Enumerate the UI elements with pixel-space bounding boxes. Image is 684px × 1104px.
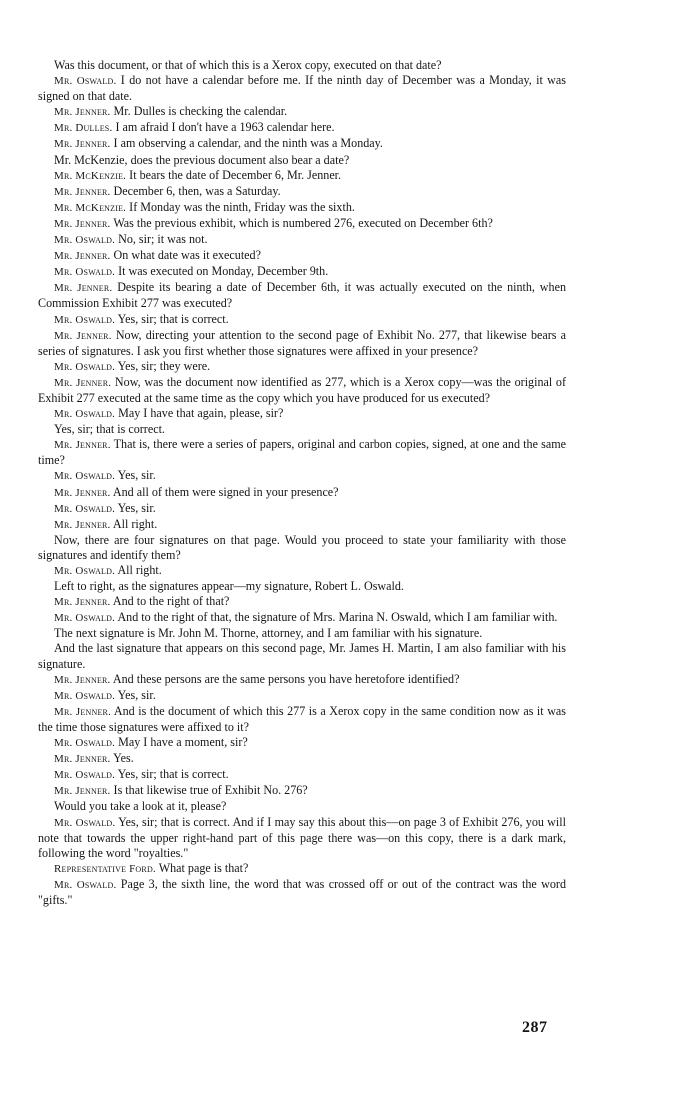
speaker-name: Mr. Jenner. bbox=[54, 486, 111, 499]
paragraph-text: Left to right, as the signatures appear—my signature, Robert L. Oswald. bbox=[54, 579, 404, 594]
transcript-paragraph bbox=[38, 73, 566, 104]
paragraph-text: Yes, sir; they were. bbox=[117, 358, 211, 373]
transcript-paragraph bbox=[38, 688, 566, 704]
transcript-paragraph bbox=[38, 136, 566, 152]
transcript-paragraph bbox=[38, 264, 566, 280]
transcript-paragraph bbox=[38, 563, 566, 579]
paragraph-text: Yes, sir; that is correct. bbox=[117, 767, 229, 782]
paragraph-text: Yes, sir. bbox=[117, 468, 156, 483]
speaker-name: Mr. Oswald. bbox=[54, 769, 116, 782]
transcript-paragraph bbox=[38, 406, 566, 422]
transcript-paragraph bbox=[38, 437, 566, 468]
speaker-name: Mr. Oswald. bbox=[54, 360, 116, 373]
transcript-paragraph bbox=[38, 610, 566, 626]
paragraph-text: Yes, sir; that is correct. And if I may say this about this—on page 3 of Exhibit 276, you will note that towards the upper right-hand part of this page there was—on this copy, there is a dark mark, following the word "royalties." bbox=[38, 814, 566, 860]
paragraph-text: And the last signature that appears on this second page, Mr. James H. Martin, I am also familiar with his signature. bbox=[38, 641, 566, 671]
paragraph-text: And is the document of which this 277 is a Xerox copy in the same condition now as it was the time those signatures were affixed to it? bbox=[38, 703, 567, 734]
transcript-paragraph bbox=[38, 312, 566, 328]
paragraph-text: Yes, sir; that is correct. bbox=[54, 422, 165, 437]
transcript-paragraph bbox=[38, 579, 566, 594]
speaker-name: Mr. Oswald. bbox=[54, 470, 116, 483]
paragraph-text: Mr. Dulles is checking the calendar. bbox=[113, 104, 288, 119]
paragraph-text: No, sir; it was not. bbox=[118, 232, 208, 247]
speaker-name: Mr. Oswald. bbox=[54, 816, 116, 829]
transcript-paragraph bbox=[38, 861, 566, 877]
paragraph-text: On what date was it executed? bbox=[113, 248, 261, 263]
transcript-paragraph bbox=[38, 704, 566, 735]
speaker-name: Mr. Jenner. bbox=[54, 217, 111, 230]
transcript-paragraph bbox=[38, 232, 566, 248]
transcript-paragraph bbox=[38, 153, 566, 168]
transcript-paragraph bbox=[38, 375, 566, 406]
speaker-name: Mr. Oswald. bbox=[54, 689, 116, 702]
paragraph-text: All right. bbox=[112, 516, 158, 531]
transcript-paragraph bbox=[38, 168, 566, 184]
transcript-paragraph bbox=[38, 468, 566, 484]
speaker-name: Mr. Jenner. bbox=[54, 106, 111, 119]
paragraph-text: And these persons are the same persons you have heretofore identified? bbox=[112, 671, 460, 686]
transcript-paragraph bbox=[38, 58, 566, 73]
paragraph-text: And all of them were signed in your presence? bbox=[112, 484, 339, 499]
paragraph-text: December 6, then, was a Saturday. bbox=[113, 183, 281, 198]
speaker-name: Mr. Jenner. bbox=[54, 250, 111, 263]
paragraph-text: It was executed on Monday, December 9th. bbox=[118, 264, 329, 279]
paragraph-text: The next signature is Mr. John M. Thorne, attorney, and I am familiar with his signature. bbox=[54, 626, 483, 641]
paragraph-text: Despite its bearing a date of December 6th, it was actually executed on the ninth, when Commission Exhibit 277 was executed? bbox=[38, 280, 566, 311]
speaker-name: Mr. Oswald. bbox=[54, 878, 117, 891]
paragraph-text: And to the right of that, the signature of Mrs. Marina N. Oswald, which I am familiar with. bbox=[117, 610, 558, 625]
transcript-paragraph bbox=[38, 485, 566, 501]
transcript-paragraph bbox=[38, 641, 566, 671]
speaker-name: Mr. Oswald. bbox=[54, 75, 117, 88]
transcript-paragraph bbox=[38, 672, 566, 688]
paragraph-text: Page 3, the sixth line, the word that was crossed off or out of the contract was the word "gifts." bbox=[38, 876, 566, 907]
paragraph-text: Would you take a look at it, please? bbox=[54, 799, 227, 814]
transcript-paragraph bbox=[38, 216, 566, 232]
transcript-body bbox=[38, 58, 566, 908]
speaker-name: Mr. Jenner. bbox=[54, 376, 112, 389]
speaker-name: Mr. Jenner. bbox=[54, 518, 111, 531]
speaker-name: Mr. Oswald. bbox=[54, 612, 116, 625]
speaker-name: Mr. Oswald. bbox=[54, 313, 116, 326]
paragraph-text: That is, there were a series of papers, original and carbon copies, signed, at one and the same time? bbox=[38, 437, 566, 468]
transcript-paragraph bbox=[38, 280, 566, 311]
paragraph-text: Now, directing your attention to the second page of Exhibit No. 277, that likewise bears a series of signatures. I ask you first whether those signatures were affixed in your presence? bbox=[38, 327, 567, 358]
transcript-paragraph bbox=[38, 799, 566, 814]
transcript-paragraph bbox=[38, 815, 566, 861]
speaker-name: Mr. Oswald. bbox=[54, 408, 116, 421]
paragraph-text: All right. bbox=[117, 563, 162, 577]
paragraph-text: Yes, sir; that is correct. bbox=[117, 311, 229, 326]
transcript-paragraph bbox=[38, 517, 566, 533]
paragraph-text: I do not have a calendar before me. If the ninth day of December was a Monday, it was signed on that date. bbox=[38, 73, 566, 104]
transcript-paragraph bbox=[38, 200, 566, 216]
paragraph-text: Now, there are four signatures on that page. Would you proceed to state your familiarity with those signatures and identify them? bbox=[38, 532, 566, 562]
speaker-name: Mr. Jenner. bbox=[54, 785, 111, 798]
paragraph-text: It bears the date of December 6, Mr. Jenner. bbox=[129, 167, 342, 182]
paragraph-text: May I have a moment, sir? bbox=[118, 735, 248, 750]
paragraph-text: Was this document, or that of which this is a Xerox copy, executed on that date? bbox=[54, 58, 442, 72]
paragraph-text: Now, was the document now identified as 277, which is a Xerox copy—was the original of Exhibit 277 executed at the same time as the copy which you have produced for us executed? bbox=[38, 374, 567, 405]
paragraph-text: What page is that? bbox=[158, 860, 249, 875]
transcript-paragraph bbox=[38, 751, 566, 767]
speaker-name: Mr. Jenner. bbox=[54, 138, 111, 151]
speaker-name: Mr. Oswald. bbox=[54, 234, 116, 247]
paragraph-text: May I have that again, please, sir? bbox=[118, 406, 284, 421]
transcript-paragraph bbox=[38, 626, 566, 641]
speaker-name: Mr. Jenner. bbox=[54, 439, 111, 452]
paragraph-text: Was the previous exhibit, which is numbered 276, executed on December 6th? bbox=[113, 215, 493, 230]
transcript-paragraph bbox=[38, 594, 566, 610]
transcript-paragraph bbox=[38, 735, 566, 751]
paragraph-text: I am observing a calendar, and the ninth was a Monday. bbox=[113, 136, 383, 151]
paragraph-text: I am afraid I don't have a 1963 calendar here. bbox=[115, 120, 335, 135]
transcript-paragraph bbox=[38, 422, 566, 437]
paragraph-text: Yes, sir. bbox=[117, 500, 156, 515]
paragraph-text: Is that likewise true of Exhibit No. 276? bbox=[113, 783, 308, 798]
transcript-paragraph bbox=[38, 501, 566, 517]
transcript-paragraph bbox=[38, 184, 566, 200]
transcript-paragraph bbox=[38, 783, 566, 799]
transcript-paragraph bbox=[38, 767, 566, 783]
speaker-name: Mr. Jenner. bbox=[54, 596, 111, 609]
speaker-name: Mr. Dulles. bbox=[54, 122, 113, 135]
transcript-paragraph bbox=[38, 248, 566, 264]
paragraph-text: And to the right of that? bbox=[112, 594, 230, 609]
speaker-name: Mr. Jenner. bbox=[54, 282, 113, 295]
paragraph-text: Mr. McKenzie, does the previous document also bear a date? bbox=[54, 152, 350, 167]
speaker-name: Mr. Oswald. bbox=[54, 502, 116, 515]
speaker-name: Representative Ford. bbox=[54, 862, 156, 875]
speaker-name: Mr. Jenner. bbox=[54, 329, 112, 342]
speaker-name: Mr. McKenzie. bbox=[54, 169, 127, 182]
transcript-paragraph bbox=[38, 104, 566, 120]
speaker-name: Mr. Oswald. bbox=[54, 266, 116, 279]
transcript-paragraph bbox=[38, 328, 566, 359]
speaker-name: Mr. Jenner. bbox=[54, 753, 111, 766]
paragraph-text: Yes, sir. bbox=[117, 687, 156, 702]
speaker-name: Mr. Jenner. bbox=[54, 185, 111, 198]
page-number: 287 bbox=[522, 1019, 548, 1036]
paragraph-text: If Monday was the ninth, Friday was the sixth. bbox=[129, 199, 355, 214]
transcript-paragraph bbox=[38, 359, 566, 375]
transcript-paragraph bbox=[38, 877, 566, 908]
transcript-paragraph bbox=[38, 533, 566, 563]
paragraph-text: Yes. bbox=[113, 751, 134, 766]
speaker-name: Mr. Oswald. bbox=[54, 565, 116, 577]
speaker-name: Mr. Oswald. bbox=[54, 737, 116, 750]
speaker-name: Mr. Jenner. bbox=[54, 705, 112, 718]
speaker-name: Mr. Jenner. bbox=[54, 673, 111, 686]
transcript-paragraph bbox=[38, 120, 566, 136]
speaker-name: Mr. McKenzie. bbox=[54, 201, 127, 214]
